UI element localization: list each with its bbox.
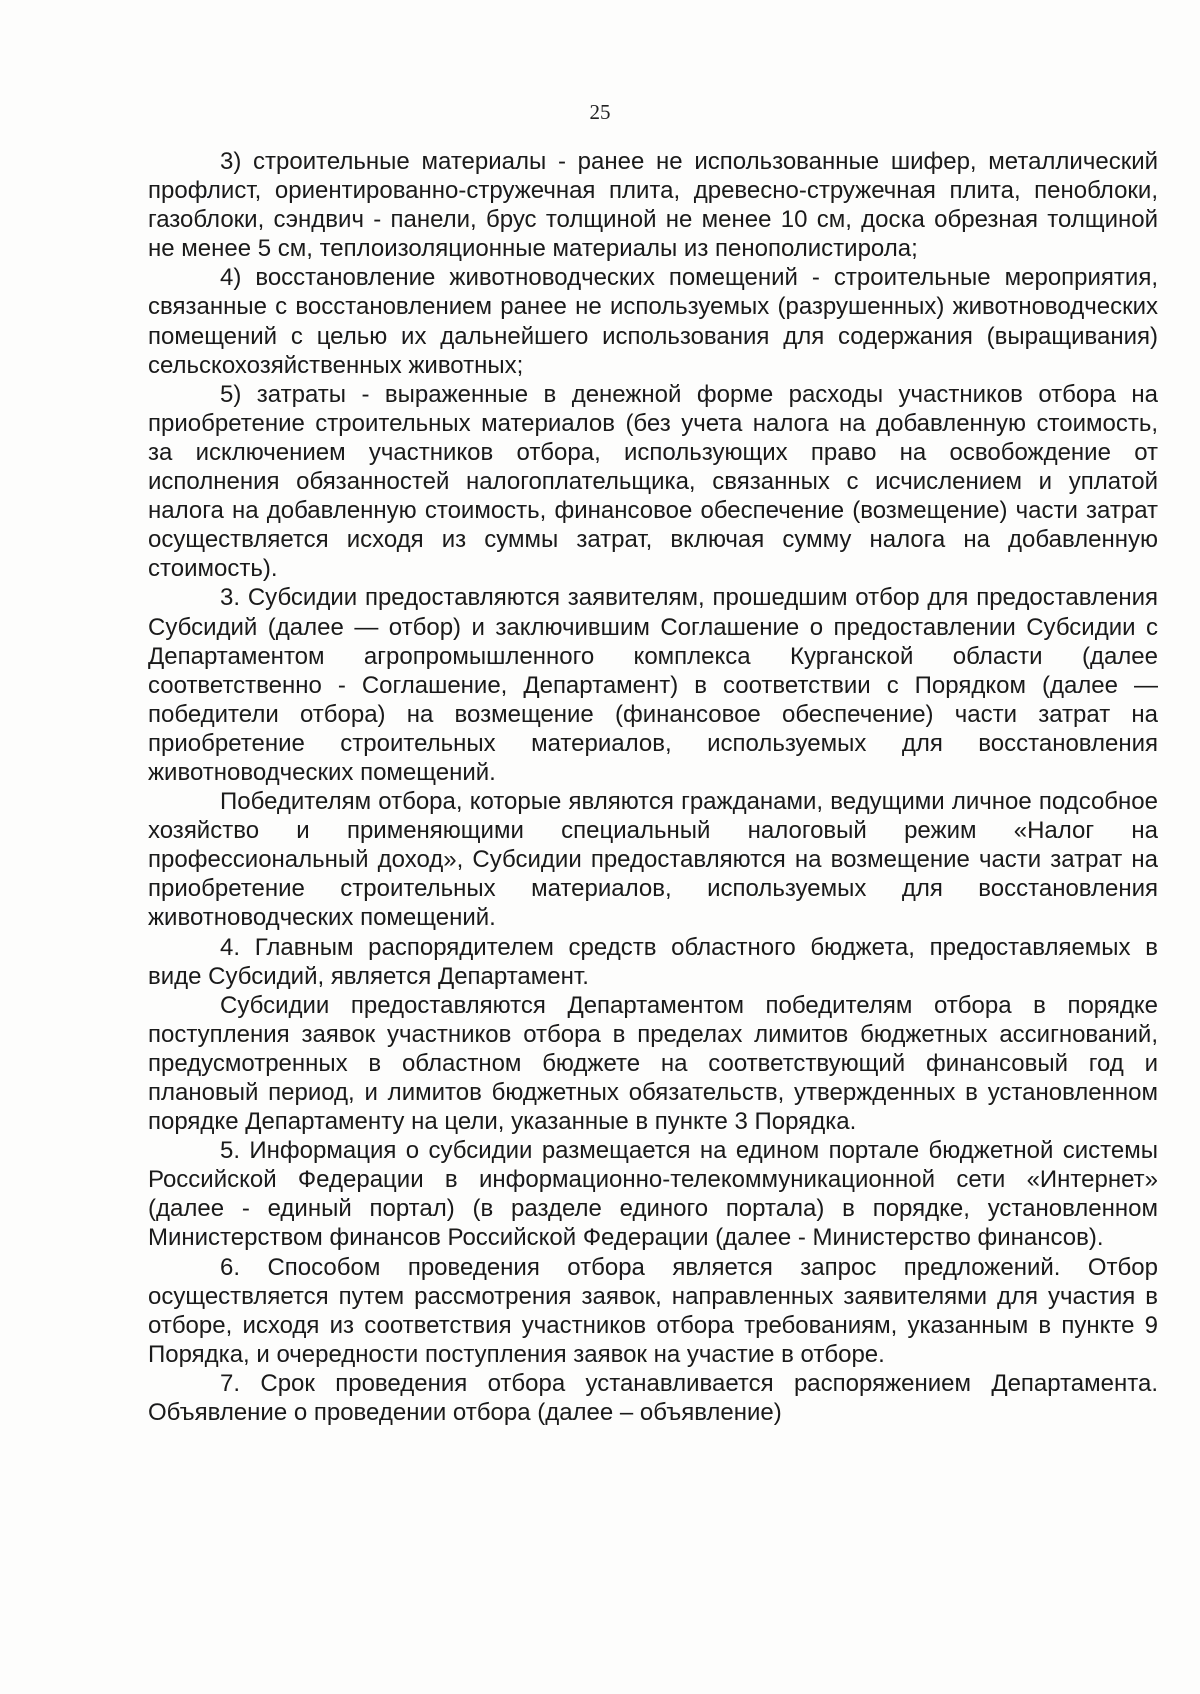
paragraph-clause-3: 3. Субсидии предоставляются заявителям, прошедшим отбор для предоставления Субсидий (далее — отбор) и заключившим Соглашение о предоставлении Субсидии с Департаментом агропромышленного комплекса Курганской области (далее соответственно - Соглашение, Департамент) в соответствии с Порядком (далее — победители отбора) на возмещение (финансовое обеспечение) части затрат на приобретение строительных материалов, используемых для восстановления животноводческих помещений. xyxy=(148,584,1158,786)
paragraph-clause-6: 6. Способом проведения отбора является запрос предложений. Отбор осуществляется путем рассмотрения заявок, направленных заявителями для участия в отборе, исходя из соответствия участников отбора требованиям, указанным в пункте 9 Порядка, и очередности поступления заявок на участие в отборе. xyxy=(148,1253,1158,1368)
paragraph-clause-5: 5. Информация о субсидии размещается на едином портале бюджетной системы Российской Федерации в информационно-телекоммуникационной сети «Интернет» (далее - единый портал) (в разделе единого портала) в порядке, установленном Министерством финансов Российской Федерации (далее - Министерство финансов). xyxy=(148,1137,1158,1252)
page-number: 25 xyxy=(589,100,611,124)
paragraph-clause-4-provision: Субсидии предоставляются Департаментом победителям отбора в порядке поступления заявок участников отбора в пределах лимитов бюджетных ассигнований, предусмотренных в областном бюджете на соответствующий финансовый год и плановый период, и лимитов бюджетных обязательств, утвержденных в установленном порядке Департаменту на цели, указанные в пункте 3 Порядка. xyxy=(148,991,1158,1136)
paragraph-definition-restoration: 4) восстановление животноводческих помещений - строительные мероприятия, связанные с восстановлением ранее не используемых (разрушенных) животноводческих помещений с целью их дальнейшего использования для содержания (выращивания) сельскохозяйственных животных; xyxy=(148,264,1158,379)
paragraph-clause-3-winners: Победителям отбора, которые являются гражданами, ведущими личное подсобное хозяйство и применяющими специальный налоговый режим «Налог на профессиональный доход», Субсидии предоставляются на возмещение части затрат на приобретение строительных материалов, используемых для восстановления животноводческих помещений. xyxy=(148,788,1158,932)
paragraph-definition-costs: 5) затраты - выраженные в денежной форме расходы участников отбора на приобретение строительных материалов (без учета налога на добавленную стоимость, за исключением участников отбора, использующих право на освобождение от исполнения обязанностей налогоплательщика, связанных с исчислением и уплатой налога на добавленную стоимость, финансовое обеспечение (возмещение) части затрат осуществляется исходя из суммы затрат, включая сумму налога на добавленную стоимость). xyxy=(148,380,1158,583)
paragraph-definition-building-materials: 3) строительные материалы - ранее не использованные шифер, металлический профлист, ориентированно-стружечная плита, древесно-стружечная плита, пеноблоки, газоблоки, сэндвич - панели, брус толщиной не менее 10 см, доска обрезная толщиной не менее 5 см, теплоизоляционные материалы из пенополистирола; xyxy=(148,148,1158,263)
document-body xyxy=(148,147,1158,1427)
paragraph-clause-4: 4. Главным распорядителем средств областного бюджета, предоставляемых в виде Субсидий, является Департамент. xyxy=(148,933,1158,990)
paragraph-clause-7: 7. Срок проведения отбора устанавливается распоряжением Департамента. Объявление о проведении отбора (далее – объявление) xyxy=(148,1369,1158,1427)
